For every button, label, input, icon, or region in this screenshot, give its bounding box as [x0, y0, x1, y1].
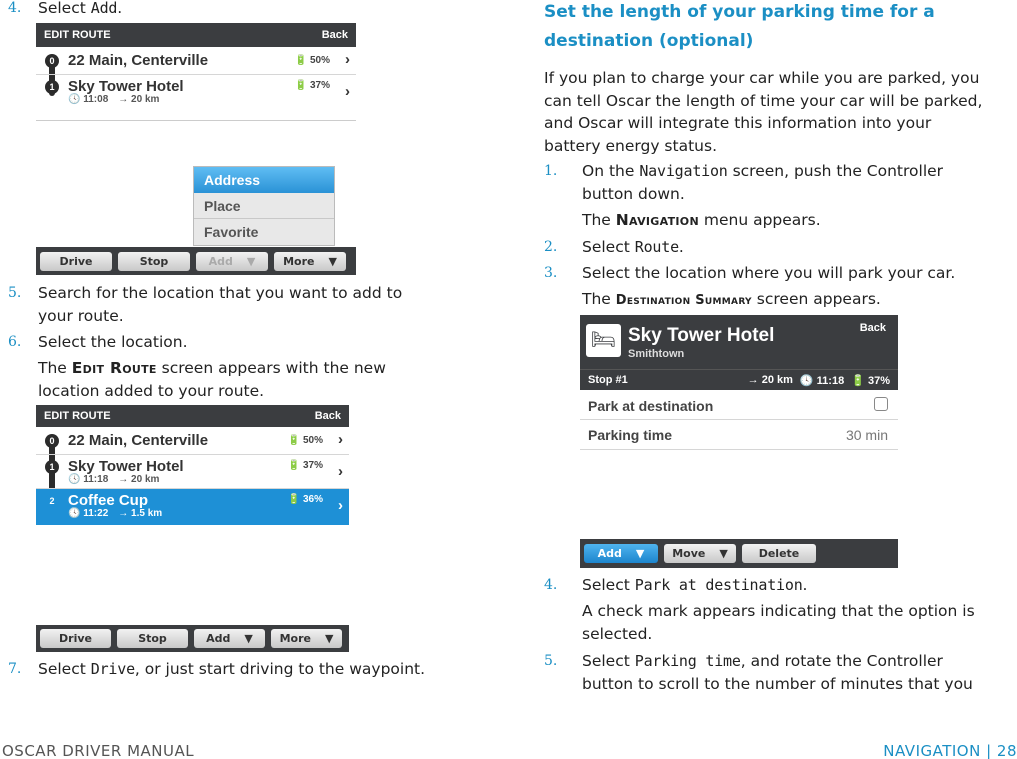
triangle-down-icon: ▼ [246, 254, 256, 268]
step-number: 2. [544, 239, 558, 255]
step-5-right: 5. Select Parking time, and rotate the Controller button to scroll to the number of minutes that you [544, 652, 973, 693]
back-button[interactable]: Back [321, 29, 348, 41]
ui-term-park-at-destination: Park at destination [634, 576, 803, 594]
arrow-right-icon: → 20 km [118, 474, 160, 485]
step-number: 7. [8, 661, 22, 677]
menu-item-place[interactable]: Place [194, 193, 334, 219]
triangle-down-icon: ▼ [328, 254, 337, 268]
clock-icon: 🕓 11:18 [68, 474, 109, 485]
add-button[interactable]: Add ▼ [196, 252, 268, 271]
screen-header: EDIT ROUTE Back [36, 23, 356, 47]
toolbar-1 [36, 247, 356, 275]
parking-time-row[interactable]: Parking time 30 min [580, 420, 898, 450]
battery-icon: 🔋 37% [294, 80, 330, 91]
route-row-selected[interactable]: 2 Coffee Cup 🕓 11:22 → 1.5 km 🔋 36% › [36, 489, 349, 525]
ui-term-route: Route [634, 238, 679, 256]
clock-icon: 🕓 11:22 [68, 508, 109, 519]
menu-item-favorite[interactable]: Favorite [204, 224, 259, 240]
stop-button[interactable]: Stop [118, 252, 190, 271]
chevron-right-icon: › [345, 51, 350, 68]
route-row[interactable]: 1 Sky Tower Hotel 🕓 11:18 → 20 km 🔋 37% › [36, 455, 349, 489]
route-row[interactable]: 0 22 Main, Centerville 🔋 50% › [36, 47, 356, 75]
park-at-destination-row[interactable]: Park at destination [580, 390, 898, 420]
step-4: 4. Select Add. [8, 0, 122, 20]
step-number: 4. [544, 577, 558, 593]
triangle-down-icon: ▼ [324, 632, 334, 645]
toolbar-3 [580, 539, 898, 568]
step-4-right: 4. Select Park at destination. A check mark appears indicating that the option is selected. [544, 576, 975, 643]
edit-route-screen-2 [36, 405, 349, 545]
screen-header: EDIT ROUTE Back [36, 405, 349, 427]
intro-paragraph: If you plan to charge your car while you are parked, you can tell Oscar the length of time your car will be parked, and Oscar will integrate this information into your battery energy status. [544, 69, 983, 155]
screen-name-navigation: Navigation [615, 211, 699, 229]
step-number: 5. [8, 285, 22, 301]
ui-term-add: Add [90, 0, 118, 17]
step-6: 6. Select the location. The Edit Route screen appears with the new location added to your route. [8, 333, 386, 400]
hotel-bed-icon: 🛏 [586, 324, 621, 357]
step-number: 4. [8, 0, 22, 16]
route-row[interactable]: 1 Sky Tower Hotel 🕓 11:08 → 20 km 🔋 37% › [36, 75, 356, 109]
battery-icon: 🔋 36% [287, 494, 323, 505]
add-button[interactable]: Add ▼ [194, 629, 265, 648]
right-column [544, 0, 1014, 700]
stop-info-bar: Stop #1 → 20 km 🕓 11:18 🔋 37% [580, 369, 898, 390]
summary-header: 🛏 Sky Tower Hotel Smithtown Back Stop #1 → 20 km 🕓 11:18 🔋 37% [580, 315, 898, 390]
chevron-right-icon: › [338, 431, 343, 448]
arrow-right-icon: → 20 km [747, 374, 793, 386]
menu-item-address[interactable]: Address [194, 167, 334, 193]
step-3: 3. Select the location where you will park your car. The Destination Summary screen appears. [544, 264, 956, 308]
clock-icon: 🕓 11:08 [68, 94, 109, 105]
step-7: 7. Select Drive, or just start driving to the waypoint. [8, 658, 425, 681]
step-number: 1. [544, 163, 558, 179]
arrow-right-icon: → 1.5 km [118, 508, 163, 519]
stop-badge: 2 [45, 494, 59, 508]
delete-button[interactable]: Delete [742, 544, 816, 563]
destination-summary-screen [580, 315, 898, 452]
footer-manual-title: OSCAR DRIVER MANUAL [2, 742, 195, 759]
more-button[interactable]: More ▼ [271, 629, 342, 648]
stop-badge: 0 [45, 54, 59, 68]
triangle-down-icon: ▼ [244, 632, 253, 645]
triangle-down-icon: ▼ [719, 547, 728, 560]
step-number: 3. [544, 265, 558, 281]
route-row[interactable]: 0 22 Main, Centerville 🔋 50% › [36, 427, 349, 455]
battery-icon: 🔋 50% [294, 55, 330, 66]
more-button[interactable]: More ▼ [274, 252, 346, 271]
screen-name-destination-summary: Destination Summary [615, 293, 752, 308]
stop-button[interactable]: Stop [117, 629, 188, 648]
back-button[interactable]: Back [859, 322, 886, 334]
toolbar-2 [36, 625, 349, 652]
step-1: 1. On the Navigation screen, push the Controller button down. The Navigation menu appears. [544, 162, 944, 229]
battery-icon: 🔋 50% [287, 435, 323, 446]
chevron-right-icon: › [338, 463, 343, 480]
drive-button[interactable]: Drive [40, 252, 112, 271]
screen-name-edit-route: Edit Route [71, 359, 157, 377]
ui-term-navigation: Navigation [639, 162, 728, 180]
edit-route-screen-1 [36, 23, 356, 121]
add-button[interactable]: Add ▼ [584, 544, 658, 563]
battery-icon: 🔋 37% [851, 375, 890, 387]
stop-badge: 0 [45, 434, 59, 448]
stop-badge: 1 [45, 80, 59, 94]
move-button[interactable]: Move ▼ [664, 544, 736, 563]
clock-icon: 🕓 11:18 [799, 375, 845, 387]
triangle-down-icon: ▼ [635, 547, 645, 560]
left-column [8, 0, 478, 700]
step-5: 5. Search for the location that you want to add to your route. [8, 284, 403, 325]
chevron-right-icon: › [345, 83, 350, 100]
section-heading: Set the length of your parking time for a destination (optional) [544, 2, 935, 51]
stop-badge: 1 [45, 460, 59, 474]
footer-page-number: NAVIGATION | 28 [883, 742, 1017, 759]
chevron-right-icon: › [338, 497, 343, 514]
battery-icon: 🔋 37% [287, 460, 323, 471]
back-button[interactable]: Back [314, 410, 341, 422]
arrow-right-icon: → 20 km [118, 94, 160, 105]
ui-term-drive: Drive [90, 660, 135, 678]
divider [36, 120, 356, 121]
step-number: 6. [8, 334, 22, 350]
drive-button[interactable]: Drive [40, 629, 111, 648]
park-checkbox[interactable] [874, 397, 888, 411]
step-2: 2. Select Route. [544, 236, 684, 259]
step-number: 5. [544, 653, 558, 669]
add-menu [193, 166, 335, 246]
ui-term-parking-time: Parking time [634, 652, 741, 670]
